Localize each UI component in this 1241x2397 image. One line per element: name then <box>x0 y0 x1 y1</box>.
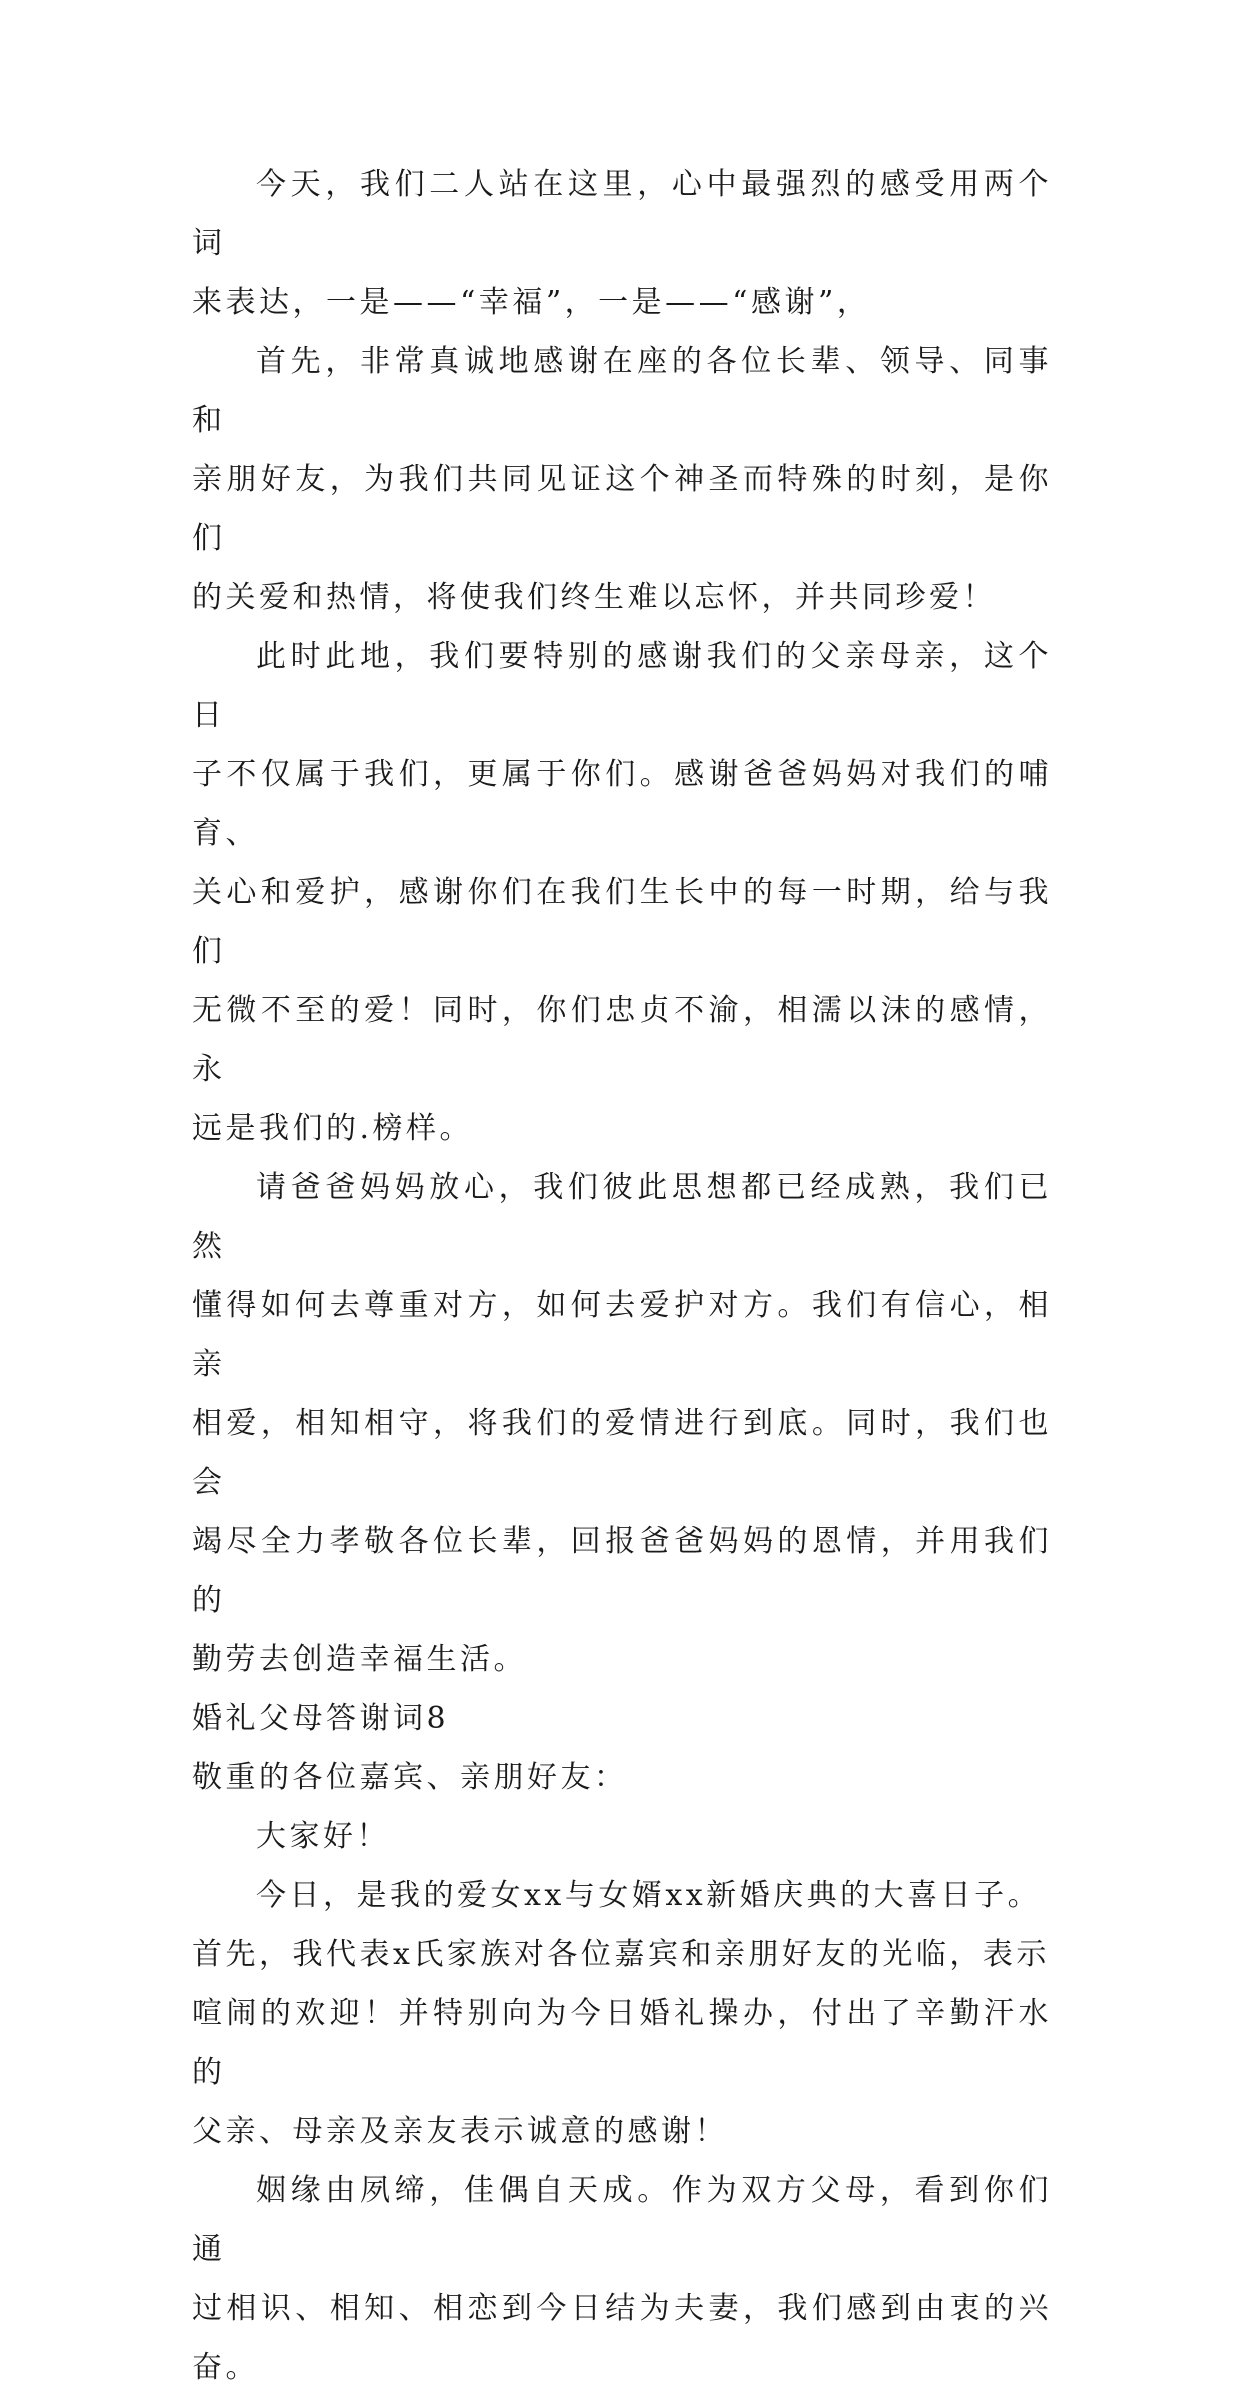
salutation: 敬重的各位嘉宾、亲朋好友： <box>192 1760 628 1795</box>
document-body <box>192 155 1052 2397</box>
paragraph-thanks-intro: 今天，我们二人站在这里，心中最强烈的感受用两个词 来表达，一是——“幸福”，一是——“感谢”， <box>192 167 1052 320</box>
paragraph-thanks-parents: 此时此地，我们要特别的感谢我们的父亲母亲，这个日 子不仅属于我们，更属于你们。感谢爸爸妈妈对我们的哺育、 关心和爱护，感谢你们在我们生长中的每一时期，给与我们 无微不至的爱！同时，你们忠贞不渝，相濡以沫的感情，永 远是我们的.榜样。 <box>192 639 1052 1146</box>
section-heading: 婚礼父母答谢词8 <box>192 1701 450 1736</box>
paragraph-promise: 请爸爸妈妈放心，我们彼此思想都已经成熟，我们已然 懂得如何去尊重对方，如何去爱护对方。我们有信心，相亲 相爱，相知相守，将我们的爱情进行到底。同时，我们也会 竭尽全力孝敬各位长辈，回报爸爸妈妈的恩情，并用我们的 勤劳去创造幸福生活。 <box>192 1170 1052 1677</box>
greeting: 大家好！ <box>256 1819 390 1854</box>
paragraph-thanks-guests: 首先，非常真诚地感谢在座的各位长辈、领导、同事和 亲朋好友，为我们共同见证这个神圣而特殊的时刻，是你们 的关爱和热情，将使我们终生难以忘怀，并共同珍爱！ <box>192 344 1052 615</box>
paragraph-welcome: 今日，是我的爱女xx与女婿xx新婚庆典的大喜日子。 首先，我代表x氏家族对各位嘉宾和亲朋好友的光临，表示 喧闹的欢迎！并特别向为今日婚礼操办，付出了辛勤汗水的 父亲、母亲及亲友表示诚意的感谢！ <box>192 1878 1052 2149</box>
paragraph-blessing: 姻缘由夙缔，佳偶自天成。作为双方父母，看到你们通 过相识、相知、相恋到今日结为夫妻，我们感到由衷的兴奋。 <box>192 2173 1052 2385</box>
